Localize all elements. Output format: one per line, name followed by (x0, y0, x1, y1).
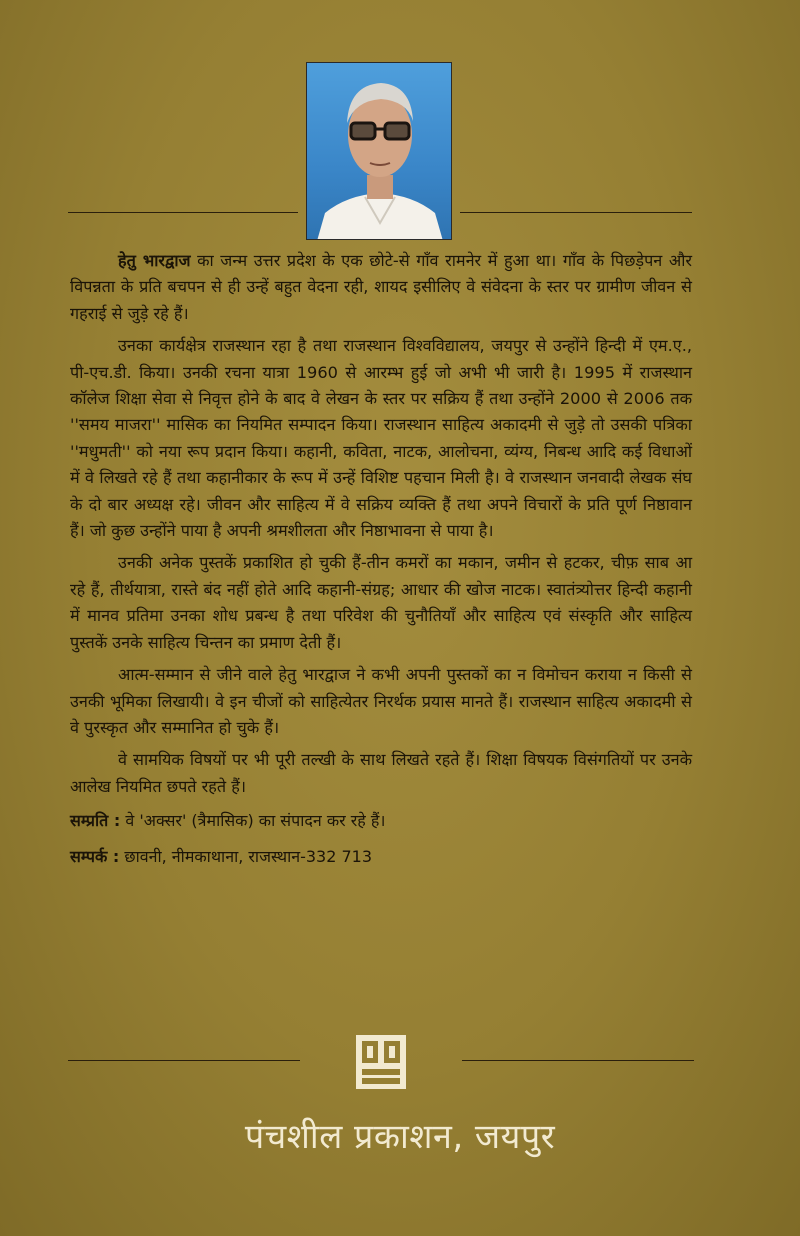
author-bio (70, 248, 692, 878)
author-photo (306, 62, 452, 240)
samprati-text: वे 'अक्सर' (त्रैमासिक) का संपादन कर रहे हैं। (120, 811, 386, 831)
divider-top-right (460, 212, 692, 213)
publisher-name: पंचशील प्रकाशन, जयपुर (244, 1117, 556, 1157)
bio-paragraph-1 (70, 248, 692, 327)
bio-paragraph-1-text: का जन्म उत्तर प्रदेश के एक छोटे-से गाँव रामनेर में हुआ था। गाँव के पिछड़ेपन और विपन्नता के प्रति बचपन से ही उन्हें बहुत वेदना रही, शायद इसीलिए वे संवेदना के स्तर पर ग्रामीण जीवन से गहराई से जुड़े रहे हैं। (70, 251, 693, 323)
samprati-line (70, 806, 692, 836)
author-name: हेतु भारद्वाज (118, 251, 191, 270)
divider-bottom-right (462, 1060, 694, 1061)
sampark-text: छावनी, नीमकाथाना, राजस्थान-332 713 (119, 847, 373, 867)
bio-paragraph-5: वे सामयिक विषयों पर भी पूरी तल्खी के साथ लिखते रहते हैं। शिक्षा विषयक विसंगतियों पर उनके आलेख नियमित छपते रहते हैं। (70, 750, 692, 796)
bio-paragraph-3: उनकी अनेक पुस्तकें प्रकाशित हो चुकी हैं-तीन कमरों का मकान, जमीन से हटकर, चीफ़ साब आ रहे हैं, तीर्थयात्रा, रास्ते बंद नहीं होते आदि कहानी-संग्रह; आधार की खोज नाटक। स्वातंत्र्योत्तर हिन्दी कहानी में मानव प्रतिमा उनका शोध प्रबन्ध है तथा परिवेश की चुनौतियाँ और साहित्य एवं संस्कृति और साहित्य पुस्तकें उनके साहित्य चिन्तन का प्रमाण देती हैं। (70, 553, 692, 652)
sampark-label: सम्पर्क : (70, 847, 120, 867)
bio-paragraph-2: उनका कार्यक्षेत्र राजस्थान रहा है तथा राजस्थान विश्वविद्यालय, जयपुर से उन्होंने हिन्दी में एम.ए., पी-एच.डी. किया। उनकी रचना यात्रा 1960 से आरम्भ हुई जो अभी भी जारी है। 1995 में राजस्थान कॉलेज शिक्षा सेवा से निवृत्त होने के बाद वे लेखन के स्तर पर सक्रिय हैं तथा उन्होंने 2000 से 2006 तक ''समय माजरा'' मासिक का नियमित सम्पादन किया। राजस्थान साहित्य अकादमी से जुड़े तो उसकी पत्रिका ''मधुमती'' को नया रूप प्रदान किया। कहानी, कविता, नाटक, आलोचना, व्यंग्य, निबन्ध आदि कई विधाओं में वे लिखते रहे हैं तथा कहानीकार के रूप में उन्हें विशिष्ट पहचान मिली है। वे राजस्थान जनवादी लेखक संघ के दो बार अध्यक्ष रहे। जीवन और साहित्य में वे सक्रिय व्यक्ति हैं तथा अपने विचारों के प्रति पूर्ण निष्ठावान हैं। जो कुछ उन्होंने पाया है अपनी श्रमशीलता और निष्ठाभावना से पाया है। (70, 336, 692, 541)
divider-bottom-left (68, 1060, 300, 1061)
samprati-label: सम्प्रति : (70, 811, 121, 831)
divider-top-left (68, 212, 298, 213)
bio-paragraph-4: आत्म-सम्मान से जीने वाले हेतु भारद्वाज ने कभी अपनी पुस्तकों का न विमोचन कराया न किसी से उनकी भूमिका लिखायी। वे इन चीजों को साहित्येतर निरर्थक प्रयास मानते हैं। राजस्थान साहित्य अकादमी से वे पुरस्कृत और सम्मानित हो चुके हैं। (70, 665, 692, 737)
publisher-logo-icon (355, 1034, 407, 1090)
sampark-line (70, 842, 692, 872)
author-portrait-image (307, 63, 452, 240)
